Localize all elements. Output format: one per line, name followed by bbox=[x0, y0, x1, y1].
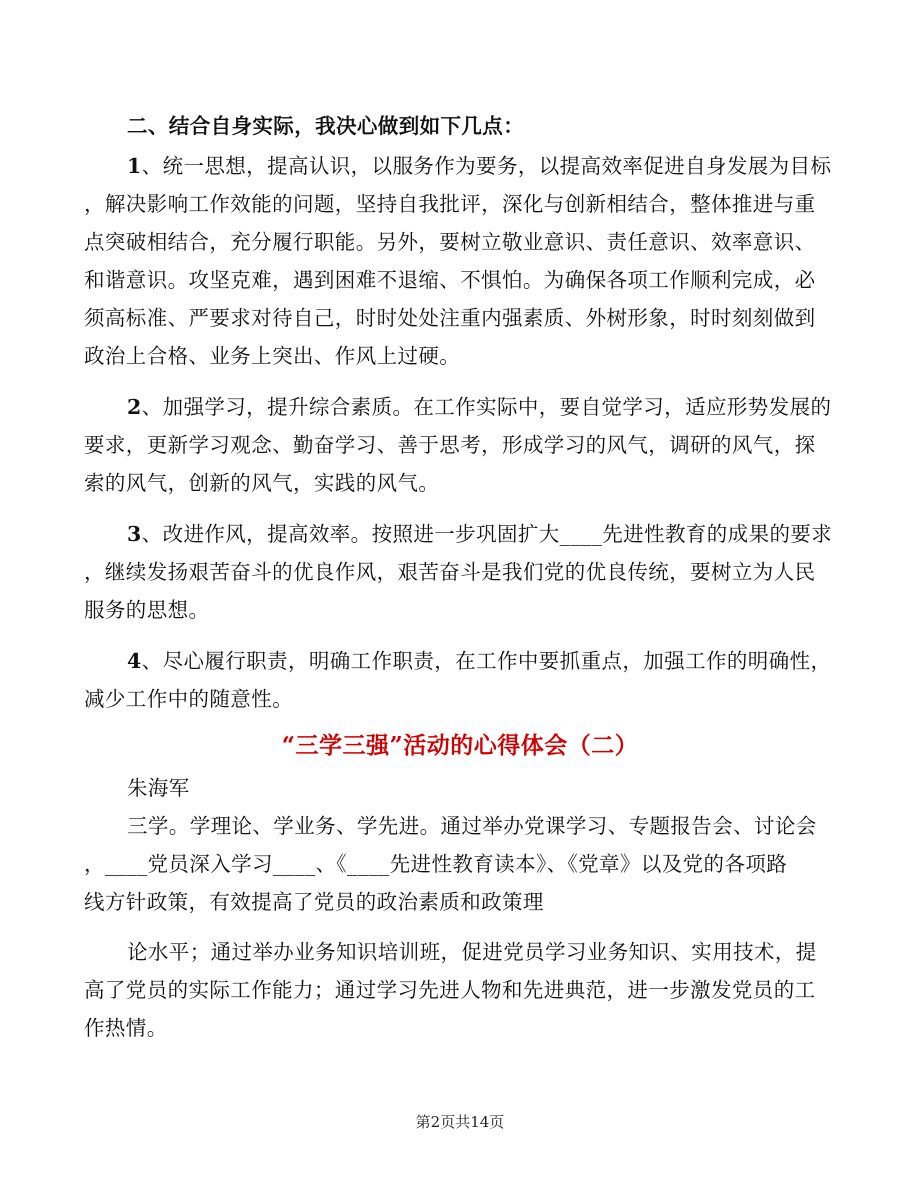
article-title: “三学三强”活动的心得体会（二） bbox=[281, 732, 639, 759]
point-4-line-2: 减少工作中的随意性。 bbox=[84, 687, 293, 711]
point-3-number: 3 bbox=[127, 522, 142, 546]
section-heading: 二、结合自身实际，我决心做到如下几点： bbox=[127, 114, 525, 138]
point-4-number: 4 bbox=[127, 649, 142, 673]
point-2-number: 2 bbox=[127, 395, 142, 419]
point-3-line-3: 服务的思想。 bbox=[84, 598, 210, 622]
para-2-line-1: 论水平；通过举办业务知识培训班，促进党员学习业务知识、实用技术，提 bbox=[127, 940, 817, 964]
para-1-line-1: 三学。学理论、学业务、学先进。通过举办党课学习、专题报告会、讨论会 bbox=[127, 814, 817, 838]
page-number: 第2页共14页 bbox=[415, 1113, 505, 1131]
point-1-number: 1 bbox=[127, 154, 142, 178]
point-1-line-5: 须高标准、严要求对待自己，时时处处注重内强素质、外树形象，时时刻刻做到 bbox=[84, 306, 816, 330]
para-1-line-2: ，____党员深入学习____、《____先进性教育读本》、《党章》以及党的各项路 bbox=[84, 852, 788, 876]
point-3-line-1: 3、改进作风，提高效率。按照进一步巩固扩大____先进性教育的成果的要求 bbox=[127, 522, 833, 546]
point-1-line-1: 1、统一思想，提高认识，以服务作为要务，以提高效率促进自身发展为目标 bbox=[127, 154, 832, 178]
point-2-line-1: 2、加强学习，提升综合素质。在工作实际中，要自觉学习，适应形势发展的 bbox=[127, 395, 832, 419]
point-4-line-1: 4、尽心履行职责，明确工作职责，在工作中要抓重点，加强工作的明确性， bbox=[127, 649, 832, 673]
point-1-line-3: 点突破相结合，充分履行职能。另外，要树立敬业意识、责任意识、效率意识、 bbox=[84, 230, 816, 254]
point-1-line-6: 政治上合格、业务上突出、作风上过硬。 bbox=[84, 344, 461, 368]
para-1-line-3: 线方针政策，有效提高了党员的政治素质和政策理 bbox=[84, 890, 544, 914]
point-1-line-2: ，解决影响工作效能的问题，坚持自我批评，深化与创新相结合，整体推进与重 bbox=[84, 192, 816, 216]
para-2-line-3: 作热情。 bbox=[84, 1016, 168, 1040]
para-2-line-2: 高了党员的实际工作能力；通过学习先进人物和先进典范，进一步激发党员的工 bbox=[84, 978, 816, 1002]
point-3-line-2: ，继续发扬艰苦奋斗的优良作风，艰苦奋斗是我们党的优良传统，要树立为人民 bbox=[84, 560, 816, 584]
article-author: 朱海军 bbox=[127, 776, 190, 800]
point-2-line-3: 索的风气，创新的风气，实践的风气。 bbox=[84, 471, 440, 495]
point-2-line-2: 要求，更新学习观念、勤奋学习、善于思考，形成学习的风气，调研的风气，探 bbox=[84, 433, 816, 457]
point-1-line-4: 和谐意识。攻坚克难，遇到困难不退缩、不惧怕。为确保各项工作顺利完成，必 bbox=[84, 268, 816, 292]
